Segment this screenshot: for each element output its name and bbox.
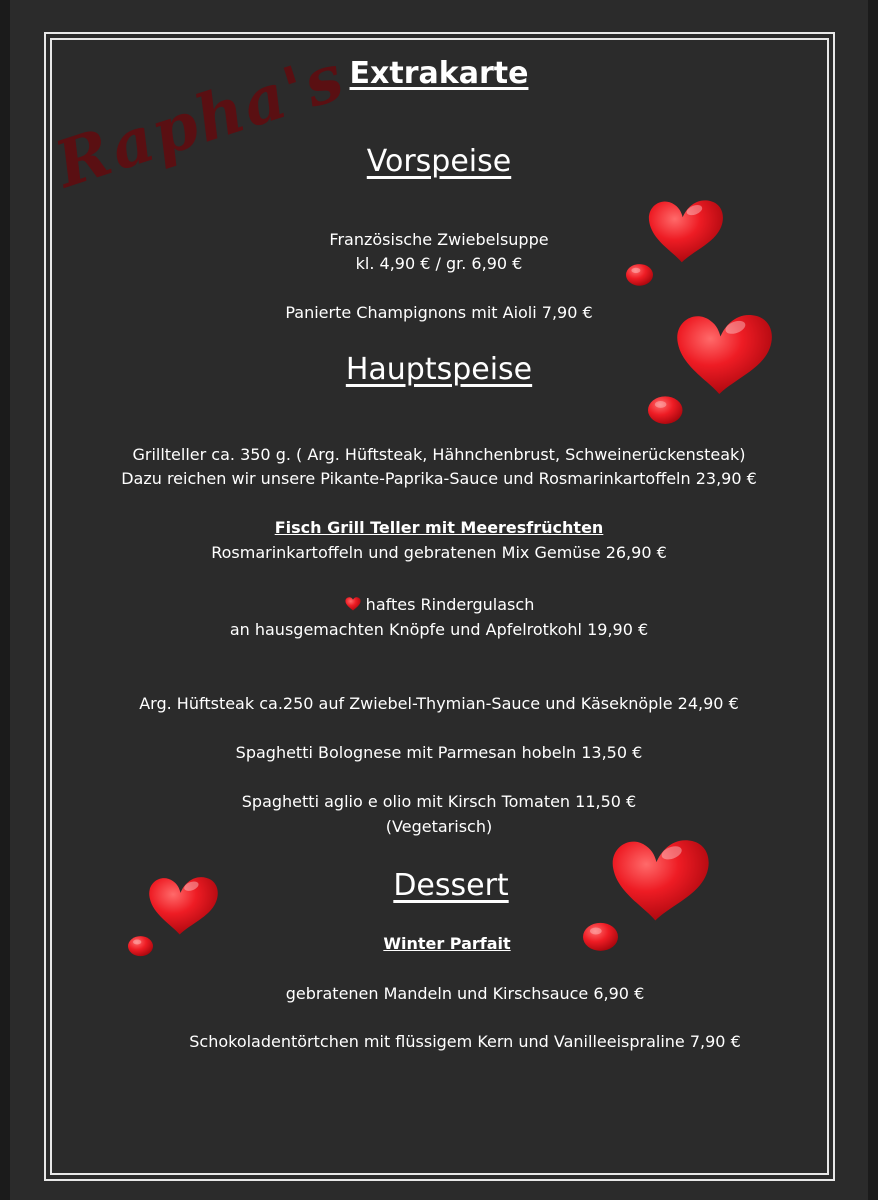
menu-item-subhead: Fisch Grill Teller mit Meeresfrüchten	[274, 518, 604, 537]
menu-item-line: Schokoladentörtchen mit flüssigem Kern und Vanilleeispraline 7,90 €	[189, 1032, 741, 1051]
page-title: Extrakarte	[349, 56, 529, 91]
menu-item-line: Rosmarinkartoffeln und gebratenen Mix Gemüse 26,90 €	[211, 543, 667, 562]
menu-item-line: Arg. Hüftsteak ca.250 auf Zwiebel-Thymian-Sauce und Käseknöple 24,90 €	[139, 694, 739, 713]
menu-item-heart-line	[0, 593, 878, 617]
menu-item-line: Spaghetti aglio e olio mit Kirsch Tomaten 11,50 €	[241, 792, 637, 811]
menu-item-price: kl. 4,90 € / gr. 6,90 €	[355, 254, 523, 273]
restaurant-watermark: Rapha's	[46, 39, 354, 204]
menu-item-line: Dazu reichen wir unsere Pikante-Paprika-Sauce und Rosmarinkartoffeln 23,90 €	[121, 469, 757, 488]
section-heading-dessert: Dessert	[393, 868, 509, 903]
menu-item-line: an hausgemachten Knöpfe und Apfelrotkohl 19,90 €	[229, 620, 649, 639]
menu-item-line: Französische Zwiebelsuppe	[329, 230, 549, 249]
menu-item-line: gebratenen Mandeln und Kirschsauce 6,90 €	[285, 984, 645, 1003]
menu-item-text: haftes Rindergulasch	[365, 595, 535, 614]
menu-item-line: Panierte Champignons mit Aioli 7,90 €	[285, 303, 593, 322]
section-heading-starters: Vorspeise	[366, 144, 512, 179]
menu-item-note: (Vegetarisch)	[385, 817, 493, 836]
menu-item-line: Grillteller ca. 350 g. ( Arg. Hüftsteak, Hähnchenbrust, Schweinerückensteak)	[132, 445, 746, 464]
menu-item-line: Spaghetti Bolognese mit Parmesan hobeln 13,50 €	[235, 743, 643, 762]
dessert-subhead: Winter Parfait	[383, 934, 511, 953]
heart-icon	[344, 596, 362, 612]
section-heading-mains: Hauptspeise	[345, 352, 533, 387]
